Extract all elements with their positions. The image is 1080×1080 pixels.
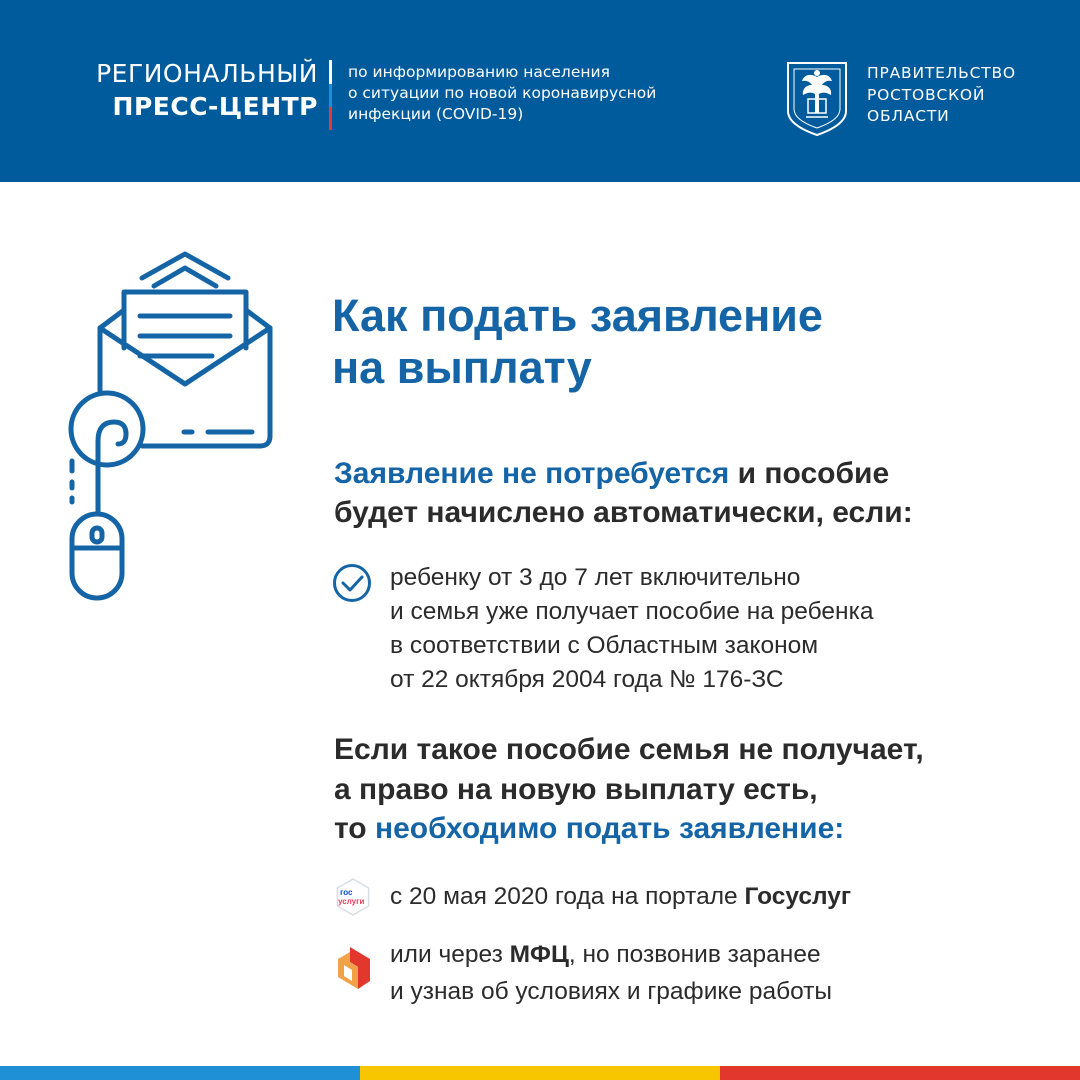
- condition-line: в соответствии с Областным законом: [390, 632, 819, 659]
- condition-line: и семья уже получает пособие на ребенка: [390, 598, 874, 625]
- auto-payment-highlight: Заявление не потребуется: [334, 457, 730, 490]
- auto-payment-statement: [334, 454, 913, 532]
- header-description: [348, 62, 656, 125]
- header-banner: [0, 0, 1080, 182]
- title-line: Как подать заявление: [332, 290, 823, 341]
- government-name-line: ОБЛАСТИ: [867, 107, 950, 125]
- government-name-line: РОСТОВСКОЙ: [867, 85, 986, 104]
- bottom-bar-yellow: [360, 1066, 720, 1080]
- gosuslugi-option: [390, 880, 851, 914]
- press-center-logo: [96, 58, 318, 124]
- auto-payment-line: будет начислено автоматически, если:: [334, 496, 913, 529]
- application-needed-line: Если такое пособие семья не получает,: [334, 733, 924, 766]
- tricolor-divider: [329, 60, 332, 130]
- bottom-color-bar: [0, 1066, 1080, 1080]
- government-name: [867, 63, 1016, 128]
- header-description-line: по информированию населения: [348, 63, 610, 81]
- condition-line: от 22 октября 2004 года № 176-ЗС: [390, 666, 784, 693]
- check-circle-icon: [332, 563, 372, 603]
- government-name-line: ПРАВИТЕЛЬСТВО: [867, 64, 1016, 82]
- coat-of-arms-icon: [782, 59, 852, 137]
- application-needed-line: а право на новую выплату есть,: [334, 772, 818, 806]
- application-needed-prefix: то: [334, 812, 375, 845]
- condition-line: ребенку от 3 до 7 лет включительно: [390, 564, 801, 591]
- auto-payment-rest: и пособие: [729, 457, 890, 490]
- brand-line1: РЕГИОНАЛЬНЫЙ: [96, 59, 318, 88]
- condition-text: [390, 561, 873, 697]
- gosuslugi-name: Госуслуг: [744, 883, 852, 910]
- bottom-bar-blue: [0, 1066, 360, 1080]
- mfc-logo-icon: [336, 945, 372, 993]
- application-needed-line: [334, 809, 924, 849]
- application-needed-statement: [334, 730, 924, 849]
- mfc-line: [390, 936, 832, 973]
- bottom-bar-red: [720, 1066, 1080, 1080]
- mfc-option: [390, 936, 832, 1010]
- gosuslugi-prefix: с 20 мая 2020 года на портале: [390, 883, 745, 910]
- gosuslugi-logo-text-2: услуги: [338, 897, 365, 906]
- mfc-name: МФЦ: [509, 941, 569, 968]
- auto-payment-line: [334, 454, 913, 493]
- gosuslugi-logo-icon: [333, 877, 373, 917]
- envelope-mouse-icon: [62, 246, 282, 606]
- application-needed-highlight: необходимо подать заявление:: [374, 812, 845, 845]
- mfc-prefix: или через: [390, 941, 510, 968]
- mfc-line: и узнав об условиях и графике работы: [390, 978, 833, 1005]
- page-title: [332, 290, 823, 394]
- header-description-line: инфекции (COVID-19): [348, 105, 524, 123]
- gosuslugi-logo-text-1: гос: [340, 888, 353, 897]
- brand-line2: ПРЕСС-ЦЕНТР: [112, 92, 318, 121]
- title-line: на выплату: [332, 342, 592, 393]
- mfc-rest: , но позвонив заранее: [568, 941, 821, 968]
- header-description-line: о ситуации по новой коронавирусной: [348, 84, 657, 102]
